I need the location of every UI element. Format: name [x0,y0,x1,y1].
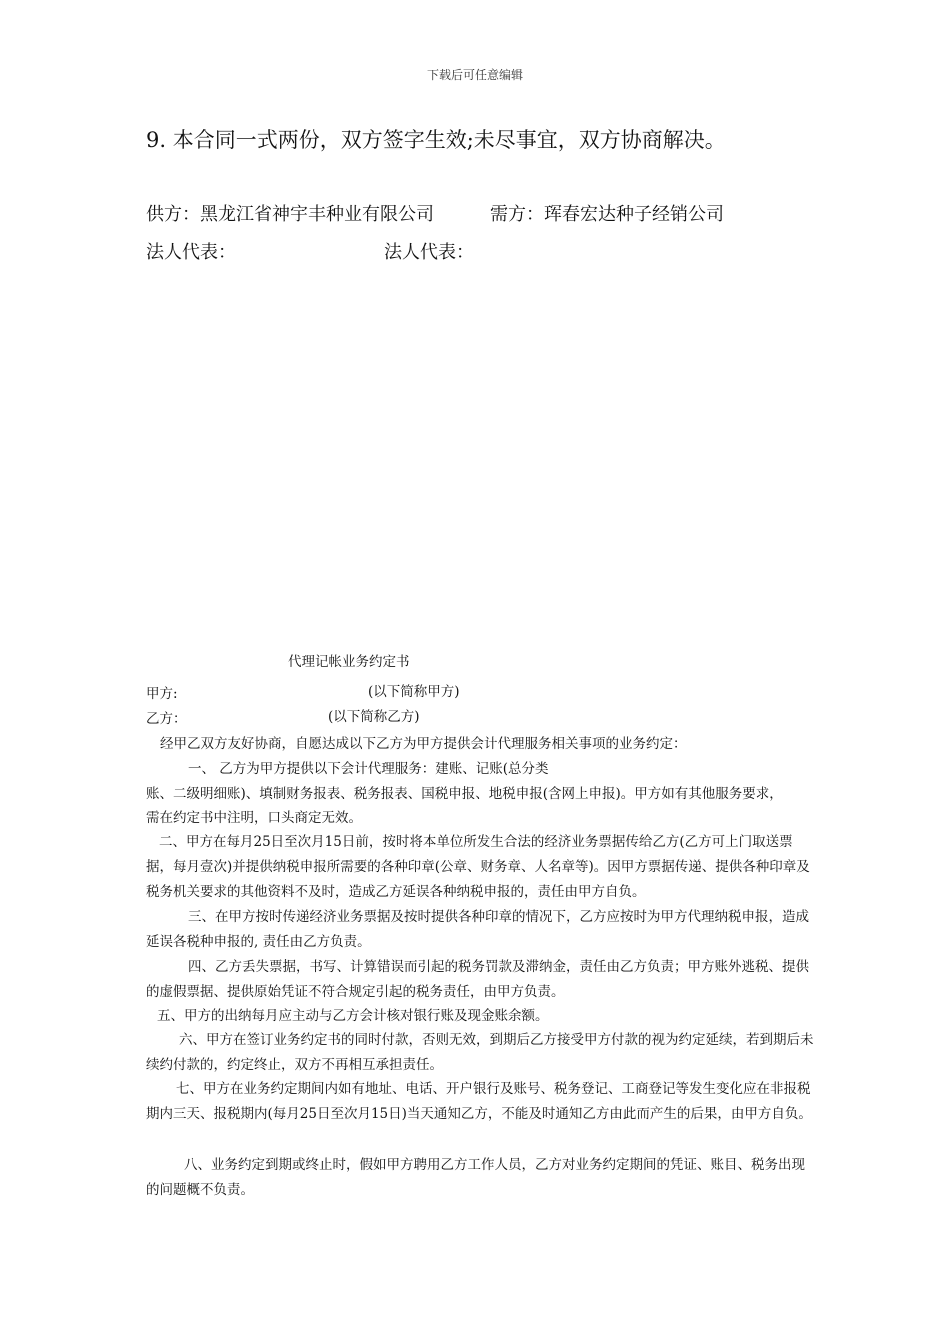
clause-3: 三、在甲方按时传递经济业务票据及按时提供各种印章的情况下，乙方应按时为甲方代理纳税申报，造成延误各税种申报的, 责任由乙方负责。 [146,909,809,950]
clause-4: 四、乙方丢失票据，书写、计算错误而引起的税务罚款及滞纳金，责任由乙方负责；甲方账外逃税、提供的虚假票据、提供原始凭证不符合规定引起的税务责任，由甲方负责。 [146,959,809,1000]
clause-7: 七、甲方在业务约定期间内如有地址、电话、开户银行及账号、税务登记、工商登记等发生变化应在非报税期内三天、报税期内(每月25日至次月15日)当天通知乙方，不能及时通知乙方由此而产生的后果，由甲方自负。 [146,1081,812,1122]
clause-1-line-3: 需在约定书中注明，口头商定无效。 [146,810,362,826]
clause-1-line-2: 账、二级明细账)、填制财务报表、税务报表、国税申报、地税申报(含网上申报)。甲方如有其他服务要求， [146,786,783,802]
clause-6: 六、甲方在签订业务约定书的同时付款，否则无效，到期后乙方接受甲方付款的视为约定延续，若到期后未续约付款的，约定终止，双方不再相互承担责任。 [146,1032,814,1073]
contract-clause-9: 9. 本合同一式两份，双方签字生效;未尽事宜，双方协商解决。 [146,128,726,152]
legal-rep-left: 法人代表： [146,242,236,263]
clause-2: 二、甲方在每月25日至次月15日前，按时将本单位所发生合法的经济业务票据传给乙方(乙方可上门取送票据，每月壹次)并提供纳税申报所需要的各种印章(公章、财务章、人名章等)。因甲方票据传递、提供各种印章及税务机关要求的其他资料不及时，造成乙方延误各种纳税申报的，责任由甲方自负。 [146,834,810,900]
supplier-line: 供方：黑龙江省神宇丰种业有限公司 [146,204,434,225]
clause-8: 八、业务约定到期或终止时，假如甲方聘用乙方工作人员，乙方对业务约定期间的凭证、账目、税务出现的问题概不负责。 [146,1157,805,1198]
clause-5: 五、甲方的出纳每月应主动与乙方会计核对银行账及现金账余额。 [157,1008,549,1024]
agreement-intro: 经甲乙双方友好协商，自愿达成以下乙方为甲方提供会计代理服务相关事项的业务约定： [160,736,687,752]
clause-1-line-1: 一、 乙方为甲方提供以下会计代理服务：建账、记账(总分类 [188,761,549,777]
page-header-note: 下载后可任意编辑 [426,68,523,82]
party-a-label: 甲方: [146,686,178,702]
party-b-note: (以下简称乙方) [328,709,420,725]
party-a-note: (以下简称甲方) [368,684,460,700]
legal-rep-right: 法人代表： [384,242,474,263]
party-b-label: 乙方： [146,711,187,727]
agreement-title: 代理记帐业务约定书 [288,654,410,670]
buyer-line: 需方：珲春宏达种子经销公司 [490,204,724,225]
